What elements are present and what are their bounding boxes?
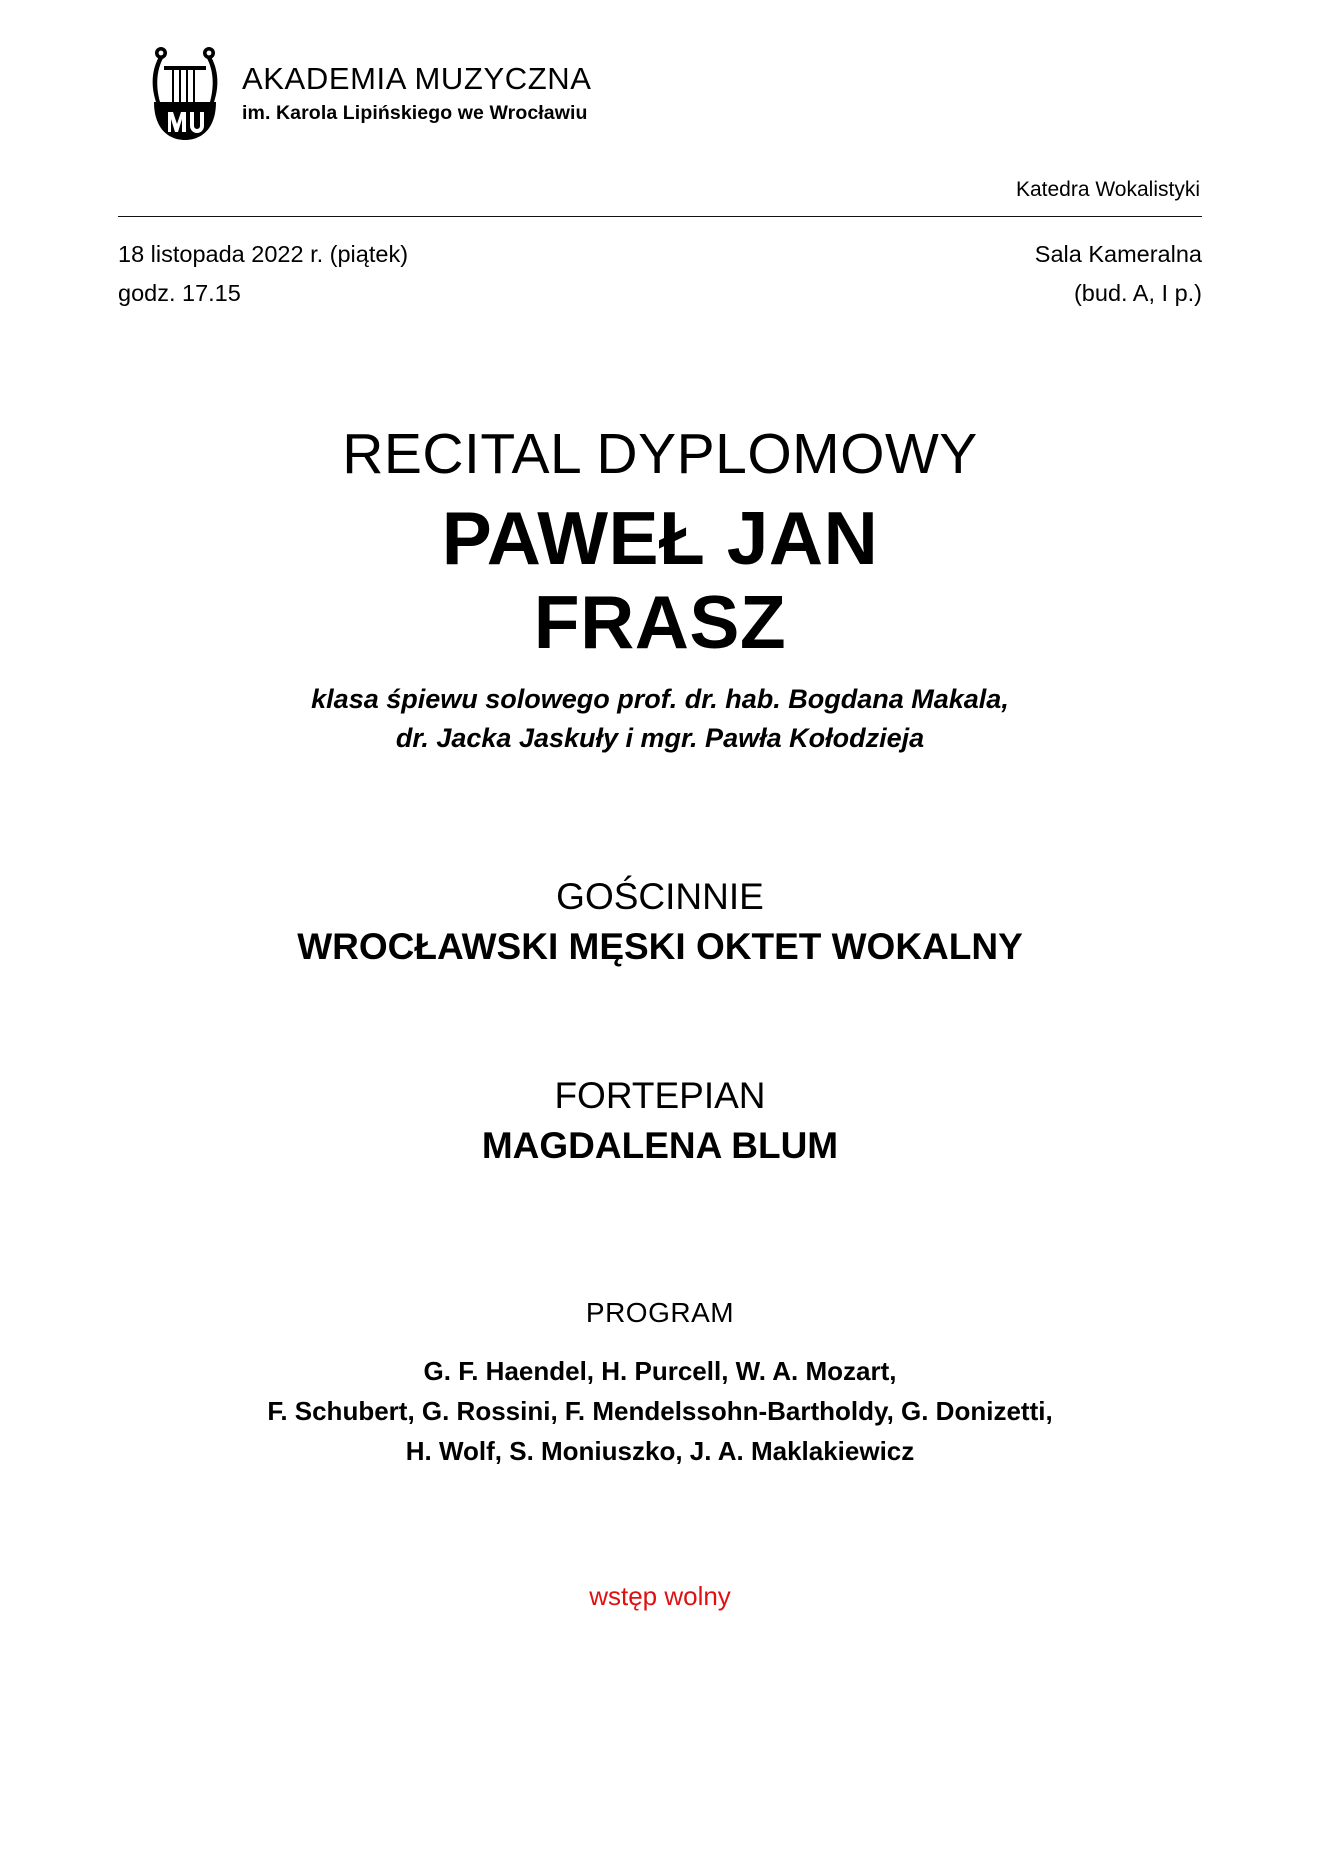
institution-subtitle: im. Karola Lipińskiego we Wrocławiu bbox=[242, 102, 588, 125]
piano-name: MAGDALENA BLUM bbox=[481, 1125, 839, 1167]
program-composers bbox=[118, 1351, 1202, 1472]
institution-block bbox=[242, 46, 592, 125]
program-label: PROGRAM bbox=[585, 1296, 735, 1328]
recital-kind: RECITAL DYPLOMOWY bbox=[342, 421, 978, 486]
venue-name: Sala Kameralna bbox=[1034, 241, 1202, 267]
piano-label: FORTEPIAN bbox=[554, 1074, 766, 1116]
performer-name-line2: FRASZ bbox=[533, 580, 787, 665]
program-line: H. Wolf, S. Moniuszko, J. A. Maklakiewicz bbox=[405, 1436, 915, 1467]
event-meta bbox=[118, 235, 1202, 313]
lyre-icon bbox=[146, 46, 224, 142]
poster-header bbox=[118, 46, 1202, 142]
program-line: G. F. Haendel, H. Purcell, W. A. Mozart, bbox=[423, 1355, 897, 1386]
performer-name-line1: PAWEŁ JAN bbox=[441, 496, 879, 581]
poster-main bbox=[118, 421, 1202, 1613]
class-info-line2: dr. Jacka Jaskuły i mgr. Pawła Kołodzieja bbox=[395, 722, 925, 753]
event-date: 18 listopada 2022 r. (piątek) bbox=[118, 241, 409, 267]
event-time: godz. 17.15 bbox=[118, 279, 241, 306]
class-info-line1: klasa śpiewu solowego prof. dr. hab. Bogdana Makala, bbox=[311, 684, 1009, 715]
institution-name: AKADEMIA MUZYCZNA bbox=[242, 61, 592, 96]
guest-label: GOŚCINNIE bbox=[556, 876, 764, 918]
header-divider bbox=[118, 216, 1202, 217]
event-datetime bbox=[118, 235, 408, 313]
class-info bbox=[118, 680, 1202, 757]
program-line: F. Schubert, G. Rossini, F. Mendelssohn-Bartholdy, G. Donizetti, bbox=[267, 1395, 1053, 1426]
admission-note: wstęp wolny bbox=[589, 1581, 731, 1612]
venue-detail: (bud. A, I p.) bbox=[1073, 279, 1202, 306]
performer-name bbox=[118, 496, 1202, 664]
department-label: Katedra Wokalistyki bbox=[1015, 178, 1200, 201]
event-venue bbox=[1035, 235, 1202, 313]
guest-name: WROCŁAWSKI MĘSKI OKTET WOKALNY bbox=[297, 926, 1023, 968]
